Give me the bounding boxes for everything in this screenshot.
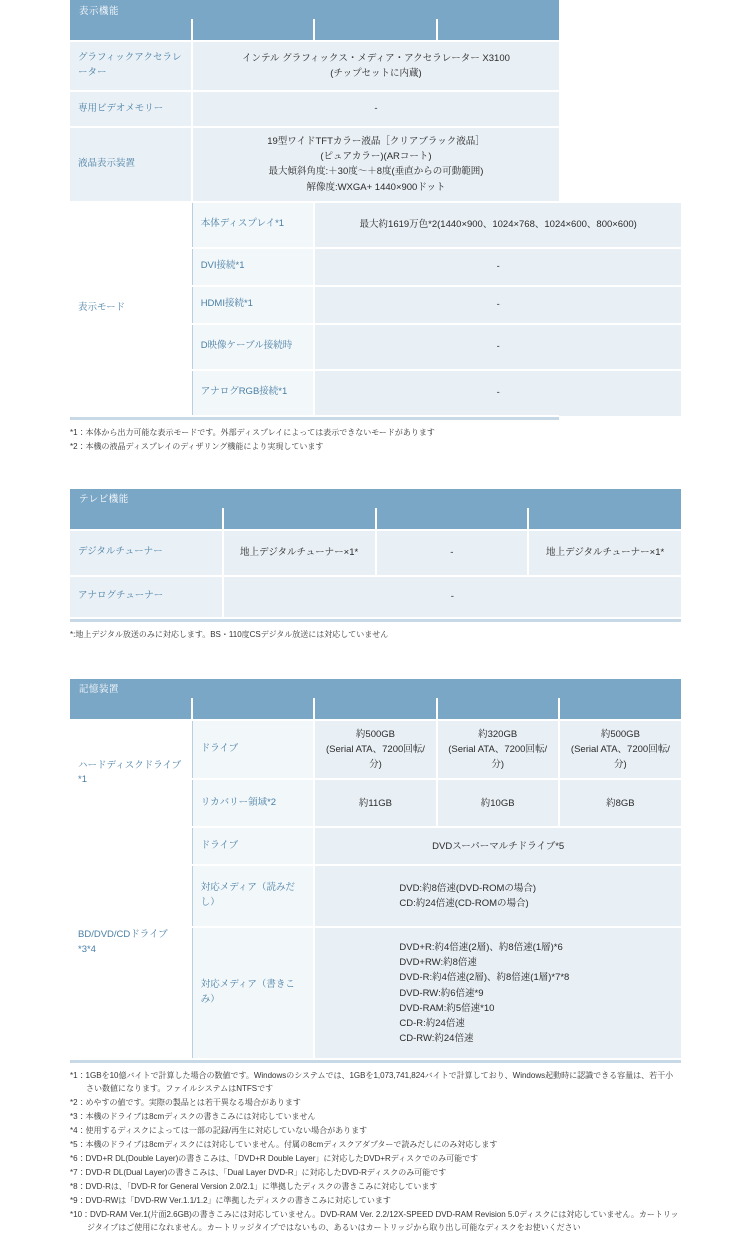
table-row	[70, 827, 681, 865]
column-header-label	[70, 19, 192, 41]
table-row	[70, 576, 681, 618]
row-value-digital-tuner-2: -	[376, 530, 529, 576]
note-item: *8：DVD-Rは、「DVD-R for General Version 2.0/2.1」に準拠したディスクの書きこみに対応しています	[70, 1181, 438, 1191]
column-header-sub-label	[192, 698, 314, 720]
note-item: *9：DVD-RWは「DVD-RW Ver.1.1/1.2」に準拠したディスクの書きこみに対応しています	[70, 1195, 391, 1205]
table-row	[70, 127, 681, 202]
column-header-model-1	[314, 698, 436, 720]
table-bottom-rule	[70, 618, 681, 622]
row-label-optical-drive: ドライブ	[192, 827, 314, 865]
row-label-lcd-unit: 液晶表示装置	[70, 127, 192, 202]
note-item: *7：DVD-R DL(Dual Layer)の書きこみは、「Dual Layer DVD-R」に対応したDVD-Rディスクのみ可能です	[70, 1167, 447, 1177]
row-value-optical-drive: DVDスーパーマルチドライブ*5	[314, 827, 681, 865]
note-item: *2：めやすの値です。実際の製品とは若干異なる場合があります	[70, 1098, 301, 1108]
note-item: *3：本機のドライブは8cmディスクの書きこみには対応していません	[70, 1112, 316, 1122]
row-label-recovery-area: リカバリー領域*2	[192, 779, 314, 827]
table-row	[70, 530, 681, 576]
column-header-row	[70, 19, 681, 41]
row-value-video-memory: -	[192, 91, 559, 127]
row-value-recovery-area-2: 約10GB	[437, 779, 559, 827]
table-band-row	[70, 679, 681, 698]
column-header-model-1	[192, 19, 314, 41]
note-item: *4：使用するディスクによっては一部の記録/再生に対応していない場合があります	[70, 1125, 368, 1135]
tv-section-notes	[70, 629, 681, 642]
table-row	[70, 91, 681, 127]
note-item: *:地上デジタル放送のみに対応します。BS・110度CSデジタル放送には対応していません	[70, 629, 389, 639]
row-value-d-video-cable: -	[314, 324, 681, 370]
row-label-analog-rgb: アナログRGB接続*1	[192, 370, 314, 416]
section-gap	[70, 643, 681, 679]
section-gap	[70, 455, 681, 489]
note-item: *1：1GBを10億バイトで計算した場合の数値です。Windowsのシステムでは、1GBを1,073,741,824バイトで計算しており、Windows起動時に認識できる容量は、若干小さい数値になります。ファイルシステムはNTFSです	[70, 1071, 674, 1094]
row-value-media-write: DVD+R:約4倍速(2層)、約8倍速(1層)*6 DVD+RW:約8倍速 DVD-R:約4倍速(2層)、約8倍速(1層)*7*8 DVD-RW:約6倍速*9 DVD-RAM:約5倍速*10 CD-R:約24倍速 CD-RW:約24倍速	[314, 927, 681, 1059]
row-value-hdmi: -	[314, 286, 681, 324]
row-value-recovery-area-3: 約8GB	[559, 779, 681, 827]
column-header-model-1	[223, 508, 376, 530]
table-bottom-rule	[70, 416, 681, 420]
row-value-media-read: DVD:約8倍速(DVD-ROMの場合) CD:約24倍速(CD-ROMの場合)	[314, 865, 681, 927]
note-item: *6：DVD+R DL(Double Layer)の書きこみは、「DVD+R Double Layer」に対応したDVD+Rディスクでのみ可能です	[70, 1153, 479, 1163]
note-item: *1：本体から出力可能な表示モードです。外部ディスプレイによっては表示できないモードがあります	[70, 427, 435, 437]
note-item: *10：DVD-RAM Ver.1(片面2.6GB)の書きこみには対応していません。DVD-RAM Ver. 2.2/12X-SPEED DVD-RAM Revision 5.0ディスクには対応していません。カートリッジタイプはご使用になれません。カートリッジタイプではないもの、あるいはカートリッジから取り出し可能なディスクをお使いください	[70, 1209, 679, 1232]
row-value-lcd-unit: 19型ワイドTFTカラー液晶［クリアブラック液晶］ (ピュアカラー)(ARコート) 最大傾斜角度:＋30度〜＋8度(垂直からの可動範囲) 解像度:WXGA+ 1440×900ドット	[192, 127, 559, 202]
row-value-analog-tuner: -	[223, 576, 681, 618]
column-header-model-3	[528, 508, 681, 530]
row-label-hdmi: HDMI接続*1	[192, 286, 314, 324]
table-band-row	[70, 0, 681, 19]
row-label-builtin-display: 本体ディスプレイ*1	[192, 202, 314, 248]
table-bottom-rule	[70, 1059, 681, 1063]
row-label-dvi: DVI接続*1	[192, 248, 314, 286]
row-value-digital-tuner-1: 地上デジタルチューナー×1*	[223, 530, 376, 576]
row-label-media-read: 対応メディア（読みだし）	[192, 865, 314, 927]
row-group-label-optical-drive: BD/DVD/CDドライブ*3*4	[70, 827, 192, 1059]
column-header-model-3	[437, 19, 559, 41]
note-item: *5：本機のドライブは8cmディスクには対応していません。付属の8cmディスクアダプターで読みだしにのみ対応します	[70, 1139, 498, 1149]
row-group-label-display-mode: 表示モード	[70, 202, 192, 416]
storage-spec-table	[70, 679, 681, 1064]
note-item: *2：本機の液晶ディスプレイのディザリング機能により実現しています	[70, 441, 324, 451]
row-label-digital-tuner: デジタルチューナー	[70, 530, 223, 576]
tv-spec-table	[70, 489, 681, 622]
storage-section-notes	[70, 1070, 681, 1234]
row-value-digital-tuner-3: 地上デジタルチューナー×1*	[528, 530, 681, 576]
display-section-notes	[70, 427, 681, 454]
row-label-hdd-drive: ドライブ	[192, 720, 314, 780]
column-header-group-label	[70, 698, 192, 720]
column-header-row	[70, 508, 681, 530]
row-label-video-memory: 専用ビデオメモリー	[70, 91, 192, 127]
column-header-model-2	[376, 508, 529, 530]
tv-section-title: テレビ機能	[70, 489, 681, 508]
row-value-graphics-accelerator: インテル グラフィックス・メディア・アクセラレーター X3100 (チップセットに内蔵)	[192, 41, 559, 91]
row-value-analog-rgb: -	[314, 370, 681, 416]
display-section-title: 表示機能	[70, 0, 559, 19]
row-value-builtin-display: 最大約1619万色*2(1440×900、1024×768、1024×600、800×600)	[314, 202, 681, 248]
column-header-model-3	[559, 698, 681, 720]
row-value-hdd-drive-1: 約500GB (Serial ATA、7200回転/分)	[314, 720, 436, 780]
column-header-model-2	[437, 698, 559, 720]
column-header-label	[70, 508, 223, 530]
row-value-dvi: -	[314, 248, 681, 286]
row-label-media-write: 対応メディア（書きこみ）	[192, 927, 314, 1059]
row-label-graphics-accelerator: グラフィックアクセラレーター	[70, 41, 192, 91]
column-header-row	[70, 698, 681, 720]
row-label-analog-tuner: アナログチューナー	[70, 576, 223, 618]
table-row	[70, 720, 681, 780]
row-value-recovery-area-1: 約11GB	[314, 779, 436, 827]
row-group-label-hard-disk-drive: ハードディスクドライブ*1	[70, 720, 192, 828]
row-label-d-video-cable: D映像ケーブル接続時	[192, 324, 314, 370]
storage-section-title: 記憶装置	[70, 679, 681, 698]
table-row	[70, 202, 681, 248]
table-band-row	[70, 489, 681, 508]
display-spec-table	[70, 0, 681, 420]
row-value-hdd-drive-3: 約500GB (Serial ATA、7200回転/分)	[559, 720, 681, 780]
row-value-hdd-drive-2: 約320GB (Serial ATA、7200回転/分)	[437, 720, 559, 780]
column-header-model-2	[314, 19, 436, 41]
table-row	[70, 41, 681, 91]
